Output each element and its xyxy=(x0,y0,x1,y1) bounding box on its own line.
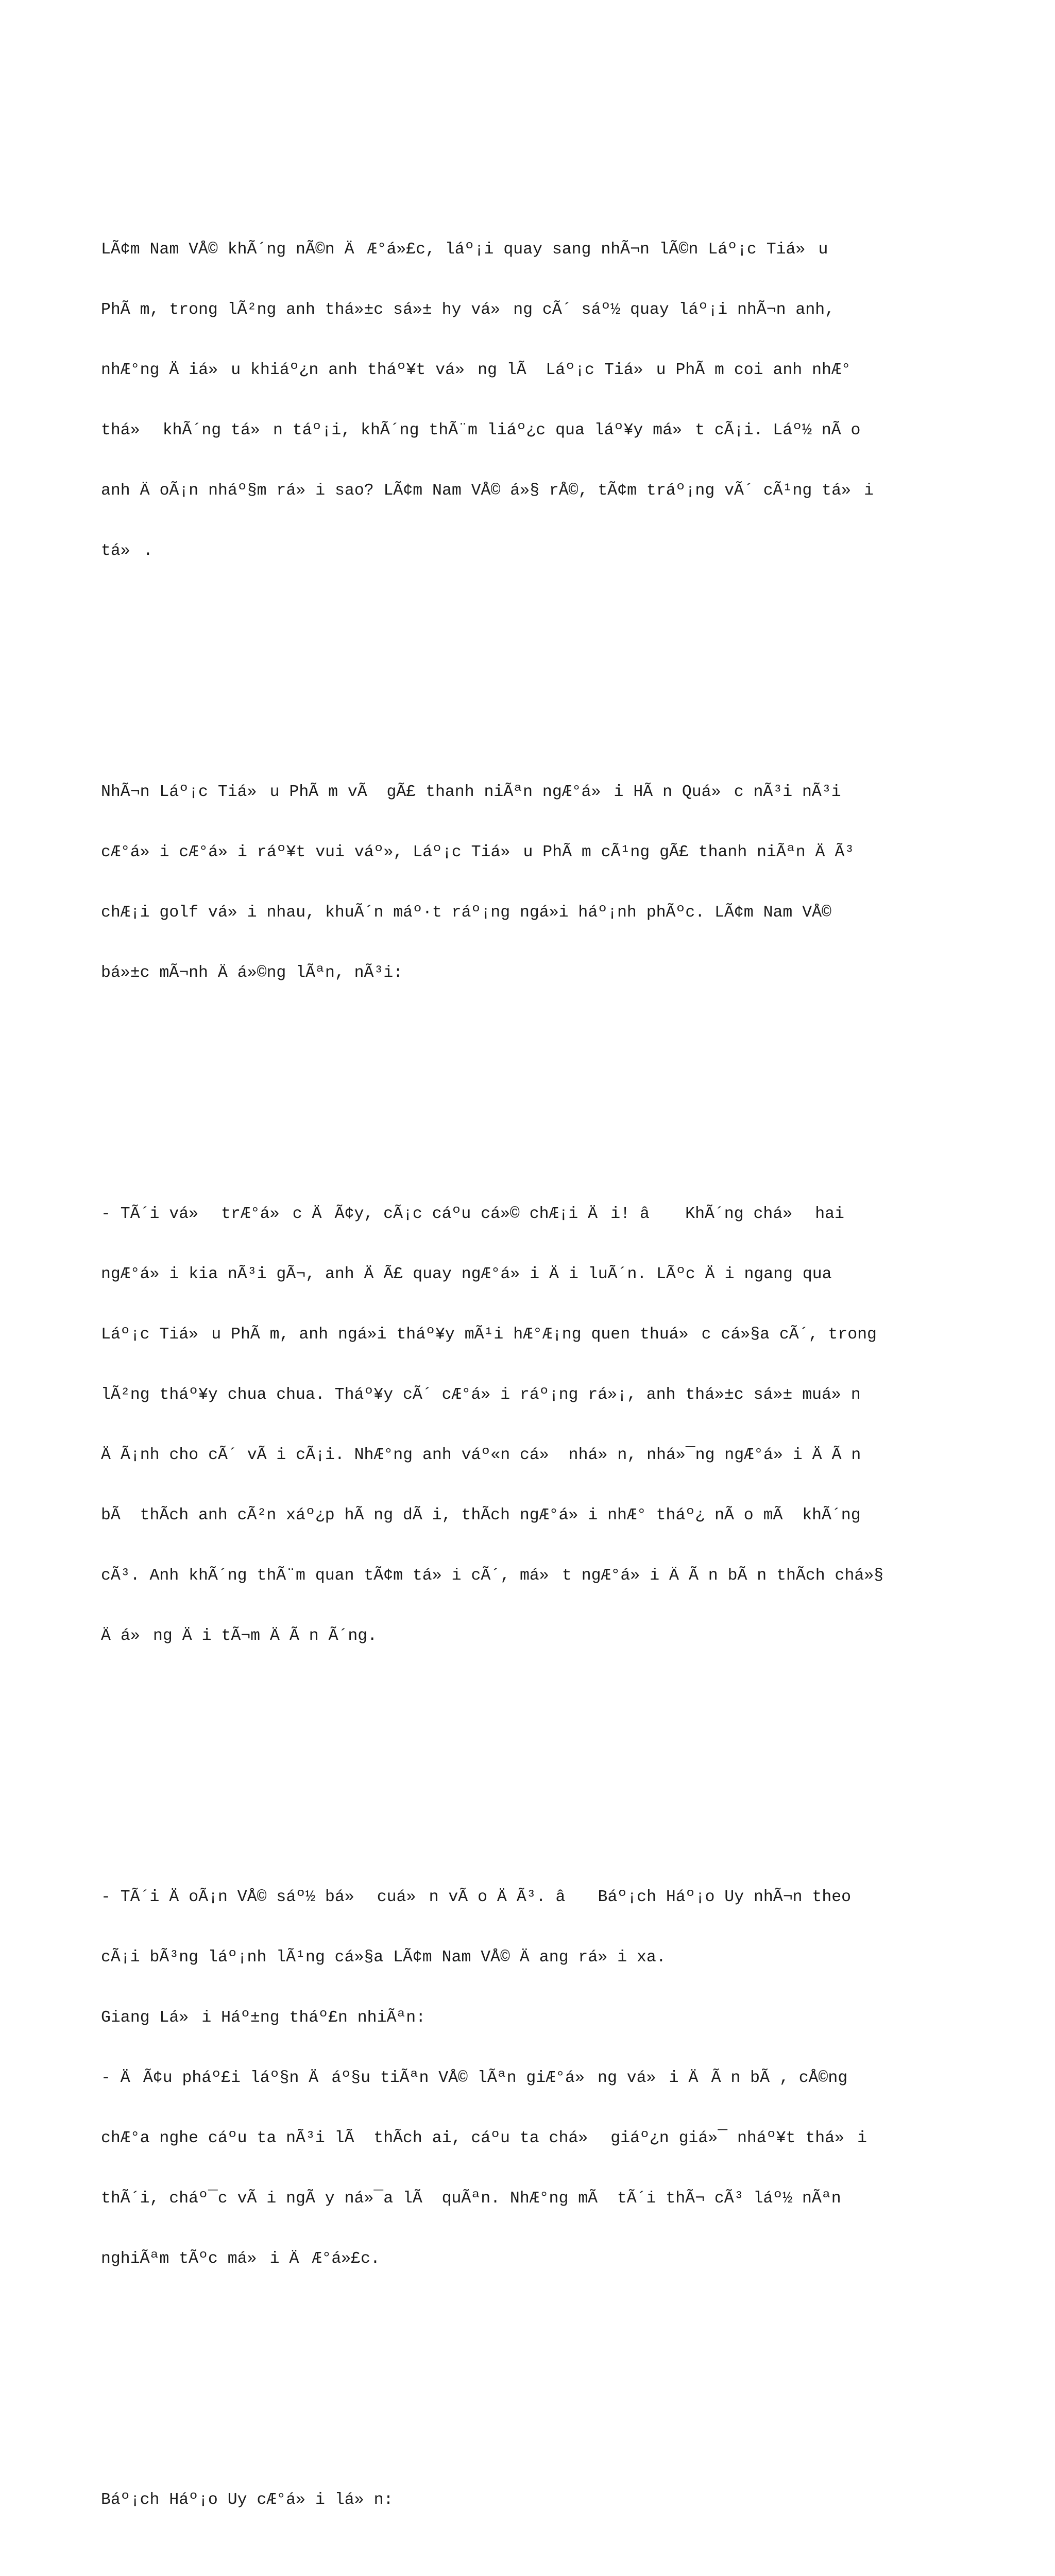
text-line: chÆ°a nghe cáºu ta nÃ³i lÃ thÃch ai, cáºu ta chá» giáº¿n giá»¯ nháº¥t thá»i xyxy=(101,2129,867,2147)
paragraph-4 xyxy=(101,1847,977,2309)
paragraph-2 xyxy=(101,742,977,1023)
paragraph-1 xyxy=(101,199,977,601)
text-line: - TÃ´i ÄoÃ¡n VÅ© sáº½ bá» cuá»n vÃ o ÄÃ³. â Báº¡ch Háº¡o Uy nhÃ¬n theo xyxy=(101,1888,852,1906)
text-line: Láº¡c Tiá»u PhÃ m, anh ngá»i tháº¥y mÃ¹i hÆ°Æ¡ng quen thuá»c cá»§a cÃ´, trong xyxy=(101,1326,877,1344)
text-line: ÄÃ¡nh cho cÃ´ vÃ i cÃ¡i. NhÆ°ng anh váº«n cá» nhá»n, nhá»¯ng ngÆ°á»i ÄÃ n xyxy=(101,1446,861,1464)
text-line: nhÆ°ng Äiá»u khiáº¿n anh tháº¥t vá»ng lÃ Láº¡c Tiá»u PhÃ m coi anh nhÆ° xyxy=(101,361,851,379)
text-line: anh ÄoÃ¡n nháº§m rá»i sao? LÃ¢m Nam VÅ© á»§ rÅ©, tÃ¢m tráº¡ng vÃ´ cÃ¹ng tá»i xyxy=(101,482,874,500)
text-line: NhÃ¬n Láº¡c Tiá»u PhÃ m vÃ gÃ£ thanh niÃªn ngÆ°á»i HÃ n Quá»c nÃ³i nÃ³i xyxy=(101,783,841,801)
text-line: thÃ´i, cháº¯c vÃ i ngÃ y ná»¯a lÃ quÃªn. NhÆ°ng mÃ tÃ´i thÃ¬ cÃ³ láº½ nÃªn xyxy=(101,2190,841,2208)
text-line: - TÃ´i vá» trÆ°á»c ÄÃ¢y, cÃ¡c cáºu cá»© chÆ¡i Äi! â KhÃ´ng chá» hai xyxy=(101,1205,844,1223)
paragraph-3 xyxy=(101,1164,977,1686)
text-line: cÆ°á»i cÆ°á»i ráº¥t vui váº», Láº¡c Tiá»u PhÃ m cÃ¹ng gÃ£ thanh niÃªn ÄÃ³ xyxy=(101,843,855,861)
text-line: tá». xyxy=(101,542,153,560)
paragraph-5 xyxy=(101,2450,977,2550)
text-line: Báº¡ch Háº¡o Uy cÆ°á»i lá»n: xyxy=(101,2491,394,2509)
document-body xyxy=(101,139,977,2576)
text-line: thá» khÃ´ng tá»n táº¡i, khÃ´ng thÃ¨m liáº¿c qua láº¥y má»t cÃ¡i. Láº½ nÃ o xyxy=(101,421,861,439)
text-line: ngÆ°á»i kia nÃ³i gÃ¬, anh ÄÃ£ quay ngÆ°á»i Äi luÃ´n. LÃºc Äi ngang qua xyxy=(101,1265,832,1283)
text-line: Giang Lá»i Háº±ng tháº£n nhiÃªn: xyxy=(101,2009,426,2027)
text-line: LÃ¢m Nam VÅ© khÃ´ng nÃ©n ÄÆ°á»£c, láº¡i quay sang nhÃ¬n lÃ©n Láº¡c Tiá»u xyxy=(101,241,828,259)
text-line: bá»±c mÃ¬nh Äá»©ng lÃªn, nÃ³i: xyxy=(101,964,403,982)
text-line: lÃ²ng tháº¥y chua chua. Tháº¥y cÃ´ cÆ°á»i ráº¡ng rá»¡, anh thá»±c sá»± muá»n xyxy=(101,1386,861,1404)
text-line: chÆ¡i golf vá»i nhau, khuÃ´n máº·t ráº¡ng ngá»i háº¡nh phÃºc. LÃ¢m Nam VÅ© xyxy=(101,904,831,922)
text-line: cÃ¡i bÃ³ng láº¡nh lÃ¹ng cá»§a LÃ¢m Nam VÅ© Äang rá»i xa. xyxy=(101,1948,666,1967)
text-line: bÃ thÃch anh cÃ²n xáº¿p hÃ ng dÃ i, thÃch ngÆ°á»i nhÆ° tháº¿ nÃ o mÃ khÃ´ng xyxy=(101,1506,861,1524)
text-line: - ÄÃ¢u pháº£i láº§n Äáº§u tiÃªn VÅ© lÃªn giÆ°á»ng vá»i ÄÃ n bÃ , cÅ©ng xyxy=(101,2069,848,2087)
text-line: Äá»ng Äi tÃ¬m ÄÃ n Ã´ng. xyxy=(101,1627,378,1645)
text-line: cÃ³. Anh khÃ´ng thÃ¨m quan tÃ¢m tá»i cÃ´, má»t ngÆ°á»i ÄÃ n bÃ n thÃch chá»§ xyxy=(101,1567,884,1585)
text-line: PhÃ m, trong lÃ²ng anh thá»±c sá»± hy vá»ng cÃ´ sáº½ quay láº¡i nhÃ¬n anh, xyxy=(101,301,835,319)
text-line: nghiÃªm tÃºc má»i ÄÆ°á»£c. xyxy=(101,2250,380,2268)
